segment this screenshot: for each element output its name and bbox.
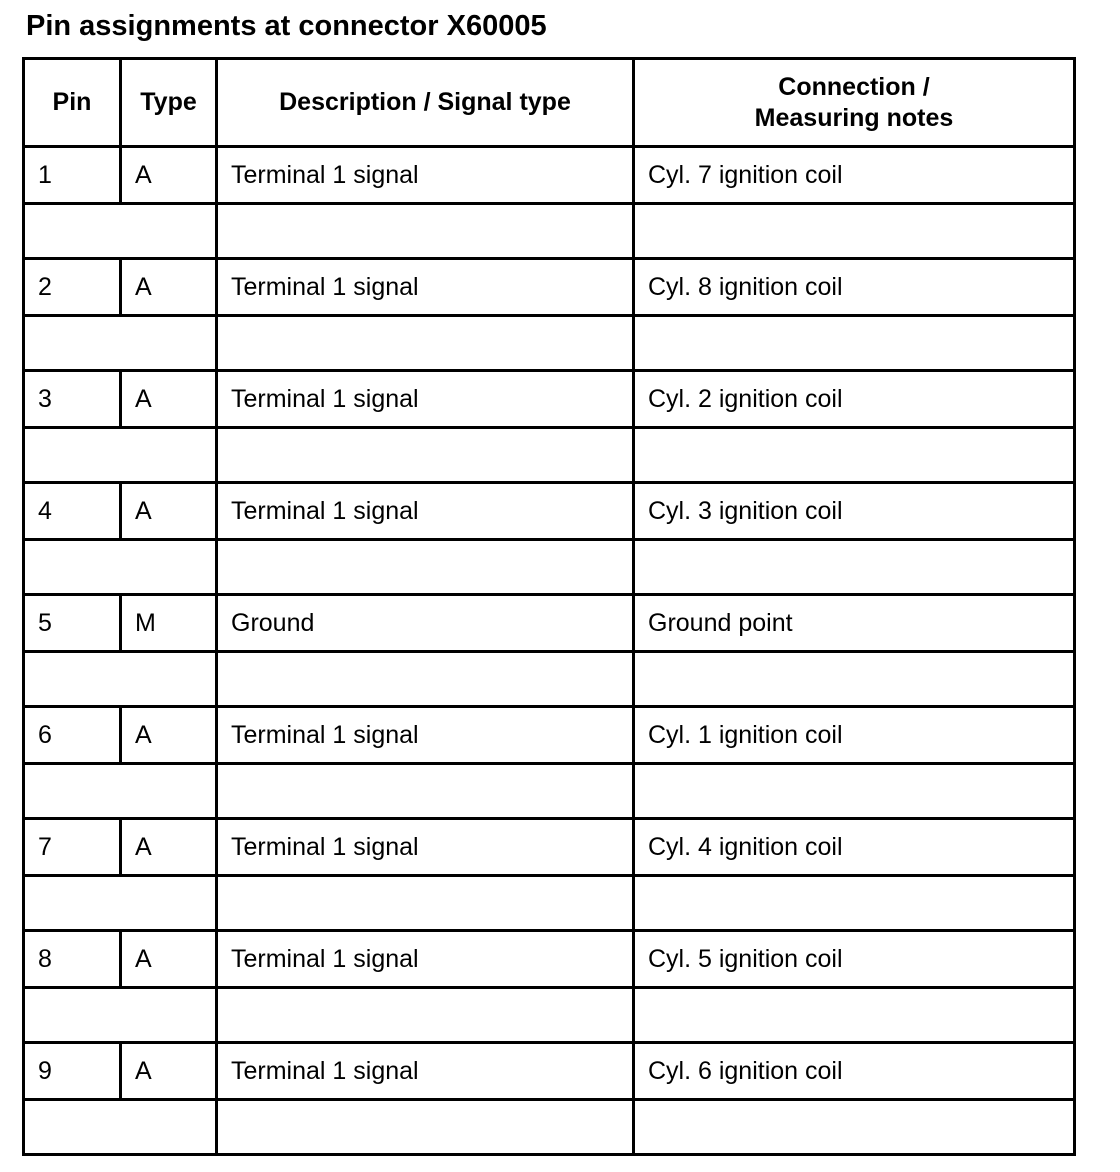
- notes-cell: Cyl. 3 ignition coil: [634, 483, 1075, 540]
- table-spacer-row: [24, 652, 1075, 707]
- empty-cell: [217, 652, 634, 707]
- table-row: [24, 595, 1075, 652]
- notes-cell: Cyl. 8 ignition coil: [634, 259, 1075, 316]
- table-body: [24, 147, 1075, 1155]
- table-spacer-row: [24, 428, 1075, 483]
- type-cell: A: [121, 259, 217, 316]
- empty-cell: [634, 652, 1075, 707]
- empty-cell: [634, 316, 1075, 371]
- pin-cell: 8: [24, 931, 121, 988]
- pin-assignment-table: [22, 57, 1076, 1156]
- notes-cell: Cyl. 2 ignition coil: [634, 371, 1075, 428]
- description-cell: Ground: [217, 595, 634, 652]
- description-cell: Terminal 1 signal: [217, 819, 634, 876]
- empty-cell: [24, 428, 217, 483]
- pin-cell: 5: [24, 595, 121, 652]
- table-spacer-row: [24, 316, 1075, 371]
- table-row: [24, 371, 1075, 428]
- empty-cell: [634, 988, 1075, 1043]
- empty-cell: [24, 1100, 217, 1155]
- table-row: [24, 819, 1075, 876]
- description-cell: Terminal 1 signal: [217, 931, 634, 988]
- table-row: [24, 259, 1075, 316]
- type-cell: A: [121, 371, 217, 428]
- empty-cell: [24, 204, 217, 259]
- empty-cell: [634, 1100, 1075, 1155]
- empty-cell: [217, 316, 634, 371]
- pin-cell: 4: [24, 483, 121, 540]
- table-spacer-row: [24, 540, 1075, 595]
- empty-cell: [217, 764, 634, 819]
- description-cell: Terminal 1 signal: [217, 1043, 634, 1100]
- type-cell: A: [121, 1043, 217, 1100]
- type-cell: A: [121, 483, 217, 540]
- pin-cell: 3: [24, 371, 121, 428]
- empty-cell: [217, 1100, 634, 1155]
- table-header-row: [24, 59, 1075, 147]
- pin-cell: 7: [24, 819, 121, 876]
- empty-cell: [24, 316, 217, 371]
- type-cell: A: [121, 707, 217, 764]
- type-cell: M: [121, 595, 217, 652]
- description-cell: Terminal 1 signal: [217, 483, 634, 540]
- table-row: [24, 707, 1075, 764]
- empty-cell: [217, 988, 634, 1043]
- type-cell: A: [121, 819, 217, 876]
- header-connection-line1: Connection /: [778, 72, 930, 101]
- empty-cell: [24, 764, 217, 819]
- header-description: Description / Signal type: [217, 59, 634, 147]
- table-row: [24, 1043, 1075, 1100]
- table-spacer-row: [24, 988, 1075, 1043]
- pin-cell: 2: [24, 259, 121, 316]
- pin-cell: 9: [24, 1043, 121, 1100]
- header-connection-line2: Measuring notes: [754, 103, 954, 132]
- table-spacer-row: [24, 1100, 1075, 1155]
- notes-cell: Cyl. 7 ignition coil: [634, 147, 1075, 204]
- document-title: Pin assignments at connector X60005: [26, 10, 547, 42]
- empty-cell: [217, 204, 634, 259]
- empty-cell: [24, 876, 217, 931]
- table-row: [24, 931, 1075, 988]
- notes-cell: Ground point: [634, 595, 1075, 652]
- table-spacer-row: [24, 764, 1075, 819]
- empty-cell: [634, 764, 1075, 819]
- table-row: [24, 483, 1075, 540]
- empty-cell: [634, 540, 1075, 595]
- notes-cell: Cyl. 4 ignition coil: [634, 819, 1075, 876]
- empty-cell: [634, 876, 1075, 931]
- description-cell: Terminal 1 signal: [217, 707, 634, 764]
- header-type: Type: [121, 59, 217, 147]
- empty-cell: [634, 428, 1075, 483]
- notes-cell: Cyl. 1 ignition coil: [634, 707, 1075, 764]
- description-cell: Terminal 1 signal: [217, 259, 634, 316]
- header-pin: Pin: [24, 59, 121, 147]
- header-connection: [634, 59, 1075, 147]
- description-cell: Terminal 1 signal: [217, 371, 634, 428]
- notes-cell: Cyl. 5 ignition coil: [634, 931, 1075, 988]
- empty-cell: [24, 540, 217, 595]
- pin-cell: 1: [24, 147, 121, 204]
- empty-cell: [24, 988, 217, 1043]
- type-cell: A: [121, 931, 217, 988]
- description-cell: Terminal 1 signal: [217, 147, 634, 204]
- type-cell: A: [121, 147, 217, 204]
- pin-cell: 6: [24, 707, 121, 764]
- empty-cell: [217, 428, 634, 483]
- empty-cell: [217, 540, 634, 595]
- empty-cell: [634, 204, 1075, 259]
- notes-cell: Cyl. 6 ignition coil: [634, 1043, 1075, 1100]
- empty-cell: [217, 876, 634, 931]
- table-spacer-row: [24, 204, 1075, 259]
- empty-cell: [24, 652, 217, 707]
- table-row: [24, 147, 1075, 204]
- table-spacer-row: [24, 876, 1075, 931]
